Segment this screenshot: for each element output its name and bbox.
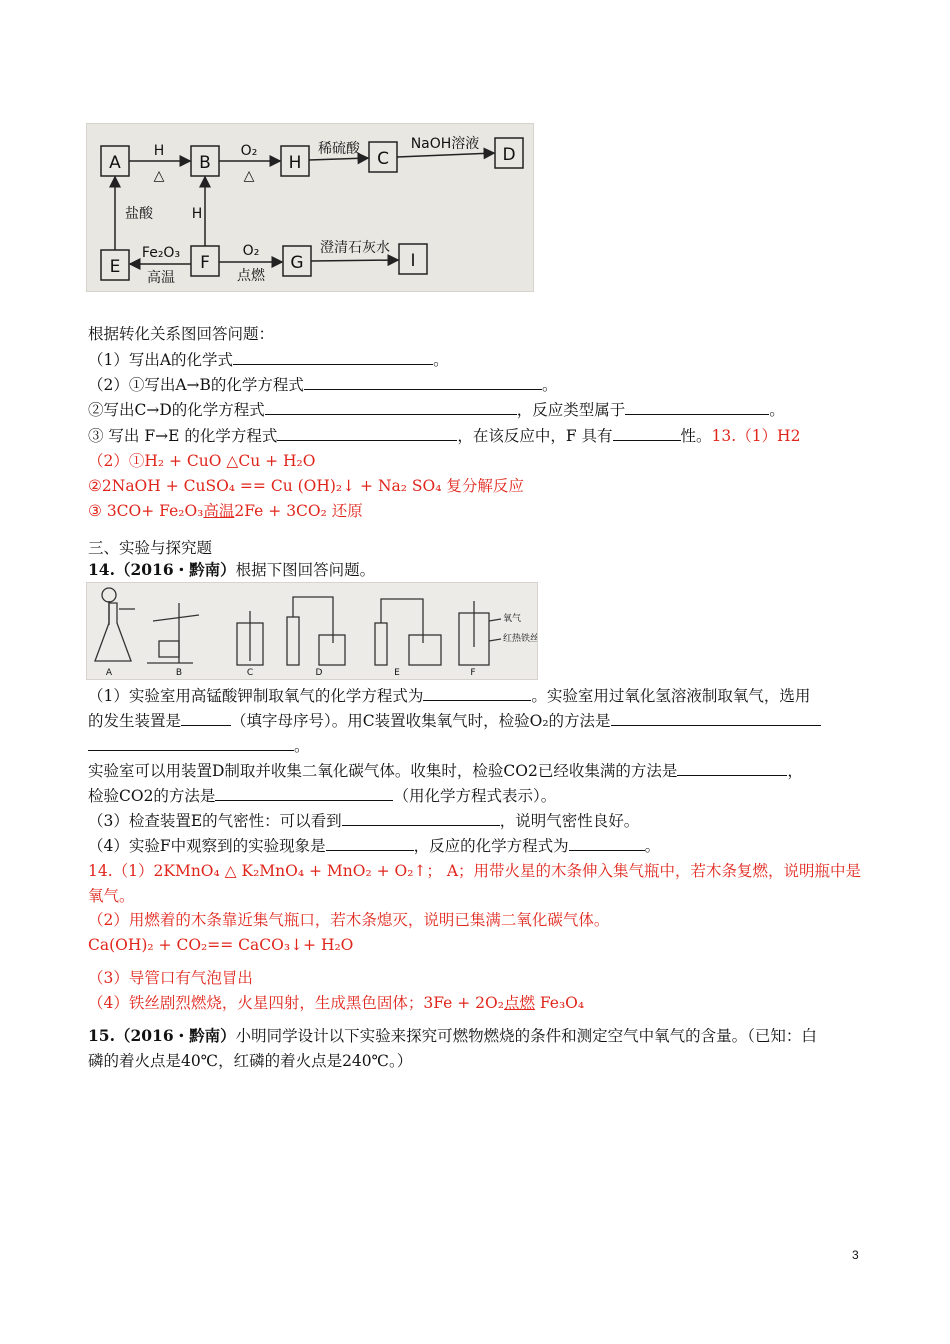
q15-line1: 15.（2016・黔南）小明同学设计以下实验来探究可燃物燃烧的条件和测定空气中氧气的含量。（已知：白 [88, 1026, 817, 1045]
q15-line2: 磷的着火点是40℃，红磷的着火点是240℃。） [88, 1052, 413, 1070]
q14-line1: （1）实验室用高锰酸钾制取氧气的化学方程式为 。实验室用过氧化氢溶液制取氧气，选用 [88, 687, 811, 705]
q13-answer-2: （2）①H₂ + CuO △Cu + H₂O [88, 452, 316, 470]
edge-hc: 稀硫酸 [318, 141, 360, 157]
q13-intro: 根据转化关系图回答问题： [88, 325, 275, 343]
q14-line2: 的发生装置是 （填字母序号）。用C装置收集氧气时，检验O₂的方法是 [88, 709, 868, 733]
q14-line6: （3）检查装置E的气密性：可以看到 ，说明气密性良好。 [88, 812, 640, 830]
node-i: I [410, 251, 416, 271]
edge-gi: 澄清石灰水 [320, 240, 390, 256]
node-f: F [200, 253, 210, 273]
label-b: B [175, 668, 183, 678]
edge-fg-top: O₂ [242, 243, 260, 259]
node-b: B [199, 153, 211, 173]
apparatus-figure [86, 582, 538, 680]
edge-ea: 盐酸 [125, 206, 153, 222]
node-d: D [502, 145, 516, 165]
node-e: E [109, 257, 121, 277]
q14-line7: （4）实验F中观察到的实验现象是 ，反应的化学方程式为 。 [88, 837, 661, 855]
q14-answer-eq: Ca(OH)₂ + CO₂== CaCO₃↓+ H₂O [88, 936, 354, 954]
node-g: G [290, 253, 304, 273]
q14-answer-4: （4）铁丝剧烈燃烧，火星四射，生成黑色固体；3Fe + 2O₂点燃 Fe₃O₄ [88, 994, 585, 1012]
edge-fb: H [191, 206, 203, 222]
q13-part1: （1）写出A的化学式 。 [88, 351, 449, 369]
node-a: A [109, 153, 121, 173]
edge-ab-bottom: △ [153, 168, 165, 184]
q13-part2: （2）①写出A→B的化学方程式 。 [88, 376, 558, 394]
edge-bh-bottom: △ [243, 168, 255, 184]
q13-answer-4: ③ 3CO+ Fe₂O₃高温2Fe + 3CO₂ 还原 [88, 502, 363, 520]
node-c: C [377, 149, 389, 169]
node-h: H [288, 153, 302, 173]
edge-fe-top: Fe₂O₃ [141, 245, 181, 261]
q14-answer-3: （3）导管口有气泡冒出 [88, 969, 253, 987]
label-f: F [470, 668, 476, 678]
conversion-diagram [86, 123, 534, 292]
q14-line3: 。 [88, 734, 868, 758]
edge-fe-bottom: 高温 [147, 270, 175, 286]
label-e: E [394, 668, 400, 678]
q14-answer-1: 14.（1）2KMnO₄ △ K₂MnO₄ + MnO₂ + O₂↑； A；用带火星的木条伸入集气瓶中，若木条复燃，说明瓶中是 [88, 862, 862, 880]
q14-line4: 实验室可以用装置D制取并收集二氧化碳气体。收集时，检验CO2已经收集满的方法是 ， [88, 762, 803, 780]
q14-line5: 检验CO2的方法是 （用化学方程式表示）。 [88, 787, 557, 805]
section-heading: 三、实验与探究题 [88, 539, 213, 557]
q14-title: 14.（2016・黔南）根据下图回答问题。 [88, 560, 376, 579]
edge-fg-bottom: 点燃 [237, 268, 265, 284]
label-a: A [105, 668, 113, 678]
q14-answer-1b: 氧气。 [88, 887, 135, 905]
edge-ab-top: H [153, 143, 165, 159]
q13-part3: ②写出C→D的化学方程式 ，反应类型属于 。 [88, 401, 785, 419]
label-oxygen: 氧气 [503, 614, 522, 624]
edge-cd: NaOH溶液 [410, 136, 480, 152]
label-d: D [315, 668, 323, 678]
q13-part4: ③ 写出 F→E 的化学方程式 ，在该反应中，F 具有 性。13.（1）H2 [88, 427, 801, 445]
page-number: 3 [852, 1248, 859, 1262]
label-c: C [246, 668, 254, 678]
q14-answer-2: （2）用燃着的木条靠近集气瓶口，若木条熄灭，说明已集满二氧化碳气体。 [88, 911, 610, 929]
edge-bh-top: O₂ [240, 143, 258, 159]
q13-answer-3: ②2NaOH + CuSO₄ == Cu (OH)₂↓ + Na₂ SO₄ 复分解反应 [88, 477, 524, 495]
label-iron-wire: 红热铁丝 [503, 634, 537, 644]
